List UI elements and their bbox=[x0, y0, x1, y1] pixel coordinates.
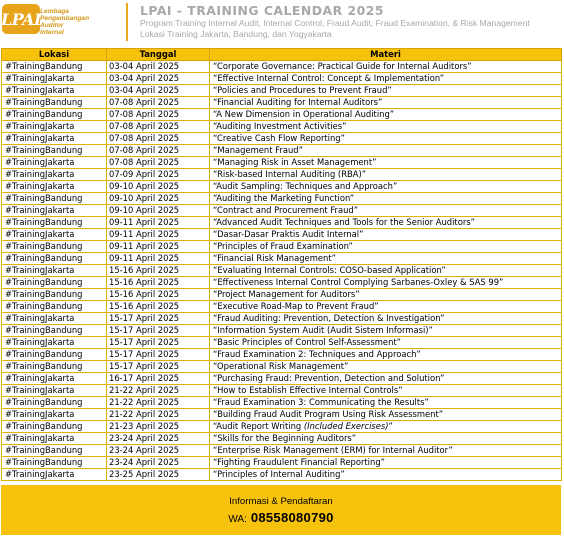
cell-materi: “Purchasing Fraud: Prevention, Detection and Solution” bbox=[210, 373, 562, 385]
cell-tanggal: 23-25 April 2025 bbox=[107, 469, 210, 481]
table-row bbox=[2, 349, 562, 361]
table-row bbox=[2, 313, 562, 325]
cell-tanggal: 15-16 April 2025 bbox=[107, 289, 210, 301]
cell-tanggal: 09-11 April 2025 bbox=[107, 253, 210, 265]
cell-lokasi: #TrainingBandung bbox=[2, 145, 107, 157]
table-row bbox=[2, 373, 562, 385]
cell-lokasi: #TrainingBandung bbox=[2, 397, 107, 409]
table-row bbox=[2, 217, 562, 229]
cell-materi: “Principles of Fraud Examination” bbox=[210, 241, 562, 253]
cell-materi: “Policies and Procedures to Prevent Fraud” bbox=[210, 85, 562, 97]
cell-materi: “Management Fraud” bbox=[210, 145, 562, 157]
cell-materi: “Operational Risk Management” bbox=[210, 361, 562, 373]
table-row bbox=[2, 385, 562, 397]
cell-tanggal: 15-17 April 2025 bbox=[107, 325, 210, 337]
cell-lokasi: #TrainingBandung bbox=[2, 253, 107, 265]
cell-materi: “Dasar-Dasar Praktis Audit Internal” bbox=[210, 229, 562, 241]
subtitle-locations: Lokasi Training Jakarta, Bandung, dan Yogyakarta bbox=[140, 29, 332, 39]
lpai-logo bbox=[2, 2, 114, 44]
cell-tanggal: 09-11 April 2025 bbox=[107, 229, 210, 241]
table-row bbox=[2, 61, 562, 73]
cell-lokasi: #TrainingJakarta bbox=[2, 121, 107, 133]
cell-tanggal: 09-10 April 2025 bbox=[107, 181, 210, 193]
cell-lokasi: #TrainingJakarta bbox=[2, 433, 107, 445]
table-row bbox=[2, 457, 562, 469]
column-header-tanggal: Tanggal bbox=[107, 49, 210, 61]
cell-tanggal: 21-22 April 2025 bbox=[107, 409, 210, 421]
calendar-table-wrap bbox=[1, 48, 561, 481]
cell-materi: “Basic Principles of Control Self-Assessment” bbox=[210, 337, 562, 349]
table-row bbox=[2, 133, 562, 145]
cell-materi: “Auditing Investment Activities” bbox=[210, 121, 562, 133]
cell-lokasi: #TrainingJakarta bbox=[2, 337, 107, 349]
cell-tanggal: 07-09 April 2025 bbox=[107, 169, 210, 181]
table-row bbox=[2, 277, 562, 289]
registration-info: Informasi & Pendaftaran bbox=[229, 496, 333, 507]
cell-tanggal: 21-22 April 2025 bbox=[107, 397, 210, 409]
table-row bbox=[2, 409, 562, 421]
cell-lokasi: #TrainingBandung bbox=[2, 445, 107, 457]
table-row bbox=[2, 253, 562, 265]
cell-tanggal: 07-08 April 2025 bbox=[107, 121, 210, 133]
cell-tanggal: 15-17 April 2025 bbox=[107, 349, 210, 361]
cell-tanggal: 15-16 April 2025 bbox=[107, 277, 210, 289]
table-row bbox=[2, 337, 562, 349]
table-row bbox=[2, 109, 562, 121]
cell-materi: “Skills for the Beginning Auditors” bbox=[210, 433, 562, 445]
header bbox=[0, 0, 564, 48]
cell-lokasi: #TrainingBandung bbox=[2, 97, 107, 109]
cell-materi: “Fraud Auditing: Prevention, Detection & Investigation” bbox=[210, 313, 562, 325]
cell-tanggal: 03-04 April 2025 bbox=[107, 73, 210, 85]
cell-materi: “Corporate Governance: Practical Guide for Internal Auditors” bbox=[210, 61, 562, 73]
logo-mark: LPAI bbox=[1, 9, 42, 29]
table-row bbox=[2, 229, 562, 241]
cell-tanggal: 15-17 April 2025 bbox=[107, 361, 210, 373]
cell-tanggal: 23-24 April 2025 bbox=[107, 433, 210, 445]
cell-lokasi: #TrainingBandung bbox=[2, 325, 107, 337]
cell-tanggal: 03-04 April 2025 bbox=[107, 85, 210, 97]
logo-line-2: Pengembangan bbox=[40, 15, 90, 22]
table-header-row bbox=[2, 49, 562, 61]
cell-lokasi: #TrainingJakarta bbox=[2, 409, 107, 421]
cell-lokasi: #TrainingJakarta bbox=[2, 85, 107, 97]
cell-lokasi: #TrainingJakarta bbox=[2, 229, 107, 241]
cell-lokasi: #TrainingBandung bbox=[2, 349, 107, 361]
cell-materi: “A New Dimension in Operational Auditing” bbox=[210, 109, 562, 121]
table-row bbox=[2, 289, 562, 301]
cell-lokasi: #TrainingJakarta bbox=[2, 265, 107, 277]
table-row bbox=[2, 169, 562, 181]
cell-lokasi: #TrainingBandung bbox=[2, 217, 107, 229]
cell-tanggal: 21-23 April 2025 bbox=[107, 421, 210, 433]
table-row bbox=[2, 181, 562, 193]
materi-text: “Audit Report Writing bbox=[213, 421, 304, 431]
whatsapp-label: WA: bbox=[228, 514, 247, 525]
table-row bbox=[2, 421, 562, 433]
table-row bbox=[2, 205, 562, 217]
cell-lokasi: #TrainingJakarta bbox=[2, 73, 107, 85]
cell-materi: “Evaluating Internal Controls: COSO-based Application” bbox=[210, 265, 562, 277]
column-header-lokasi: Lokasi bbox=[2, 49, 107, 61]
cell-tanggal: 07-08 April 2025 bbox=[107, 157, 210, 169]
cell-materi: “Fighting Fraudulent Financial Reporting” bbox=[210, 457, 562, 469]
table-row bbox=[2, 241, 562, 253]
logo-badge bbox=[2, 4, 40, 34]
cell-materi: “Effective Internal Control: Concept & Implementation” bbox=[210, 73, 562, 85]
cell-tanggal: 09-11 April 2025 bbox=[107, 241, 210, 253]
cell-materi: “Effectiveness Internal Control Complying Sarbanes-Oxley & SAS 99” bbox=[210, 277, 562, 289]
cell-lokasi: #TrainingBandung bbox=[2, 457, 107, 469]
cell-materi: “Financial Risk Management” bbox=[210, 253, 562, 265]
cell-materi: “Enterprise Risk Management (ERM) for Internal Auditor” bbox=[210, 445, 562, 457]
cell-materi: “Contract and Procurement Fraud” bbox=[210, 205, 562, 217]
logo-line-4: Internal bbox=[40, 29, 64, 36]
cell-materi: “Audit Sampling: Techniques and Approach” bbox=[210, 181, 562, 193]
cell-materi bbox=[210, 421, 562, 433]
cell-lokasi: #TrainingBandung bbox=[2, 361, 107, 373]
cell-lokasi: #TrainingBandung bbox=[2, 277, 107, 289]
materi-closing-quote: ” bbox=[388, 421, 393, 431]
cell-tanggal: 07-08 April 2025 bbox=[107, 97, 210, 109]
cell-lokasi: #TrainingBandung bbox=[2, 421, 107, 433]
table-row bbox=[2, 97, 562, 109]
materi-italic-note: (Included Exercises) bbox=[303, 421, 389, 431]
table-row bbox=[2, 157, 562, 169]
cell-materi: “Financial Auditing for Internal Auditors” bbox=[210, 97, 562, 109]
cell-tanggal: 15-16 April 2025 bbox=[107, 265, 210, 277]
cell-materi: “Principles of Internal Auditing” bbox=[210, 469, 562, 481]
header-divider bbox=[126, 3, 128, 41]
table-row bbox=[2, 433, 562, 445]
cell-tanggal: 15-17 April 2025 bbox=[107, 313, 210, 325]
cell-lokasi: #TrainingBandung bbox=[2, 289, 107, 301]
table-row bbox=[2, 121, 562, 133]
cell-tanggal: 07-08 April 2025 bbox=[107, 145, 210, 157]
cell-tanggal: 09-10 April 2025 bbox=[107, 193, 210, 205]
cell-tanggal: 07-08 April 2025 bbox=[107, 133, 210, 145]
table-row bbox=[2, 397, 562, 409]
table-row bbox=[2, 145, 562, 157]
cell-lokasi: #TrainingJakarta bbox=[2, 469, 107, 481]
cell-tanggal: 03-04 April 2025 bbox=[107, 61, 210, 73]
cell-tanggal: 09-11 April 2025 bbox=[107, 217, 210, 229]
subtitle-programs: Program Training Internal Audit, Internal Control, Fraud Audit, Fraud Examination, & Risk Management bbox=[140, 18, 530, 28]
cell-materi: “Creative Cash Flow Reporting” bbox=[210, 133, 562, 145]
cell-tanggal: 16-17 April 2025 bbox=[107, 373, 210, 385]
cell-lokasi: #TrainingBandung bbox=[2, 61, 107, 73]
whatsapp-number: 08558080790 bbox=[250, 510, 334, 525]
cell-lokasi: #TrainingBandung bbox=[2, 109, 107, 121]
cell-tanggal: 09-10 April 2025 bbox=[107, 205, 210, 217]
cell-materi: “Project Management for Auditors” bbox=[210, 289, 562, 301]
cell-tanggal: 07-08 April 2025 bbox=[107, 109, 210, 121]
cell-materi: “Auditing the Marketing Function” bbox=[210, 193, 562, 205]
cell-materi: “How to Establish Effective Internal Controls” bbox=[210, 385, 562, 397]
cell-materi: “Building Fraud Audit Program Using Risk Assessment” bbox=[210, 409, 562, 421]
column-header-materi: Materi bbox=[210, 49, 562, 61]
cell-materi: “Fraud Examination 2: Techniques and Approach” bbox=[210, 349, 562, 361]
table-row bbox=[2, 361, 562, 373]
training-calendar-table bbox=[1, 48, 562, 481]
cell-materi: “Executive Road-Map to Prevent Fraud” bbox=[210, 301, 562, 313]
cell-lokasi: #TrainingJakarta bbox=[2, 157, 107, 169]
table-row bbox=[2, 265, 562, 277]
cell-tanggal: 23-24 April 2025 bbox=[107, 457, 210, 469]
cell-lokasi: #TrainingJakarta bbox=[2, 133, 107, 145]
cell-lokasi: #TrainingBandung bbox=[2, 193, 107, 205]
table-body bbox=[2, 61, 562, 481]
cell-materi: “Information System Audit (Audit Sistem Informasi)” bbox=[210, 325, 562, 337]
cell-lokasi: #TrainingJakarta bbox=[2, 205, 107, 217]
cell-lokasi: #TrainingJakarta bbox=[2, 385, 107, 397]
cell-materi: “Advanced Audit Techniques and Tools for the Senior Auditors” bbox=[210, 217, 562, 229]
page-title: LPAI - TRAINING CALENDAR 2025 bbox=[140, 3, 384, 18]
table-row bbox=[2, 193, 562, 205]
table-row bbox=[2, 301, 562, 313]
cell-lokasi: #TrainingJakarta bbox=[2, 373, 107, 385]
whatsapp-contact bbox=[1, 509, 561, 527]
table-row bbox=[2, 325, 562, 337]
cell-lokasi: #TrainingJakarta bbox=[2, 169, 107, 181]
cell-tanggal: 23-24 April 2025 bbox=[107, 445, 210, 457]
logo-line-3: Auditor bbox=[40, 22, 64, 29]
contact-footer bbox=[1, 485, 561, 535]
cell-materi: “Fraud Examination 3: Communicating the Results” bbox=[210, 397, 562, 409]
cell-tanggal: 15-17 April 2025 bbox=[107, 337, 210, 349]
cell-lokasi: #TrainingBandung bbox=[2, 241, 107, 253]
table-row bbox=[2, 85, 562, 97]
logo-line-1: Lembaga bbox=[40, 8, 69, 15]
cell-lokasi: #TrainingJakarta bbox=[2, 313, 107, 325]
cell-tanggal: 15-16 April 2025 bbox=[107, 301, 210, 313]
cell-materi: “Managing Risk in Asset Management” bbox=[210, 157, 562, 169]
cell-materi: “Risk-based Internal Auditing (RBA)” bbox=[210, 169, 562, 181]
table-row bbox=[2, 469, 562, 481]
table-row bbox=[2, 73, 562, 85]
cell-lokasi: #TrainingBandung bbox=[2, 301, 107, 313]
cell-tanggal: 21-22 April 2025 bbox=[107, 385, 210, 397]
table-row bbox=[2, 445, 562, 457]
cell-lokasi: #TrainingJakarta bbox=[2, 181, 107, 193]
